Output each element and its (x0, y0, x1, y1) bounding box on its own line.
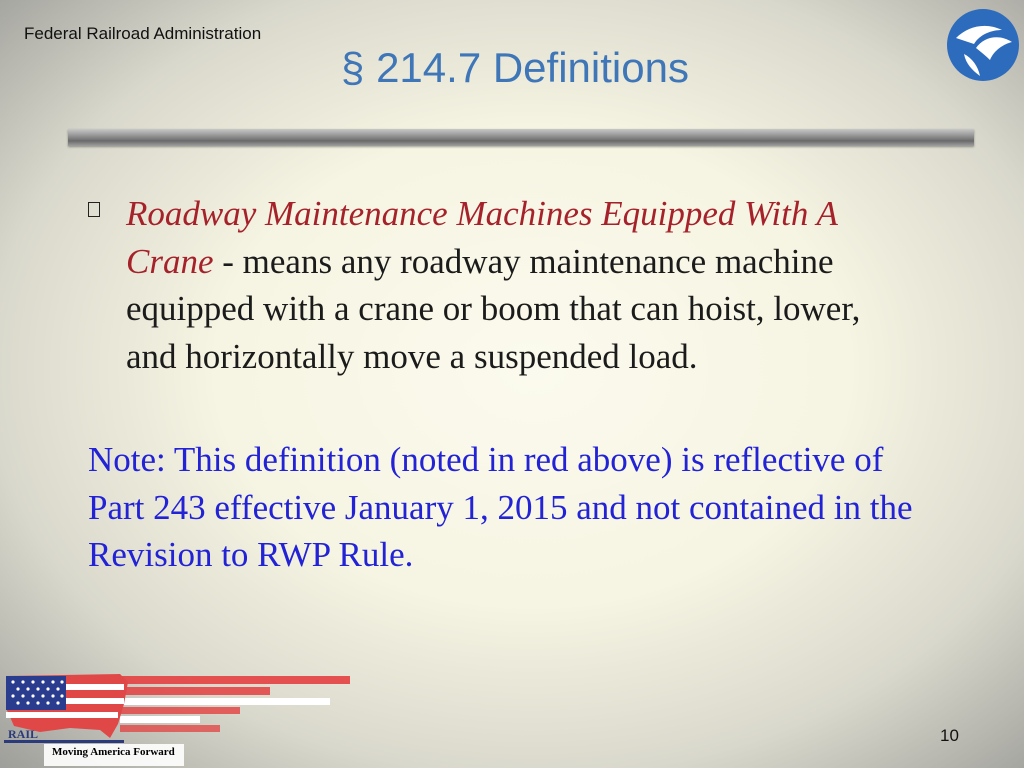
definition-body: - means any roadway maintenance machine equipped with a crane or boom that can hoist, lower, and horizontally move a suspended load. (126, 241, 861, 376)
slide-title: § 214.7 Definitions (341, 44, 689, 91)
page-number: 10 (940, 726, 959, 745)
dot-logo-icon (946, 8, 1020, 82)
rail-logo-label: RAIL (8, 727, 39, 741)
definition-term: Roadway Maintenance Machines Equipped With A Crane (126, 194, 838, 281)
title-divider (68, 129, 974, 146)
footer-tagline: Moving America Forward (52, 746, 175, 758)
agency-label: Federal Railroad Administration (24, 24, 262, 43)
note-paragraph: Note: This definition (noted in red above) is reflective of Part 243 effective January 1, 2015 and not contained in the Revision to RWP Rule. (88, 440, 913, 574)
definition-bullet (88, 190, 908, 380)
definition-text (126, 190, 908, 380)
square-bullet-icon (88, 202, 100, 217)
